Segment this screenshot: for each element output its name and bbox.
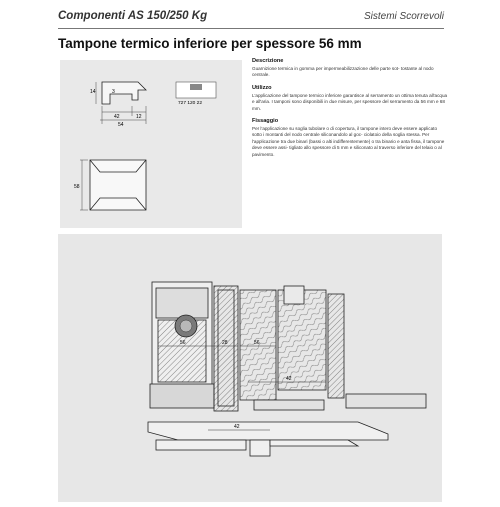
gasket-side-profile <box>102 82 146 104</box>
section-drawing <box>58 234 442 502</box>
dim-d6: 58 <box>74 184 80 190</box>
dim-d: 42 <box>286 376 292 382</box>
section-body: L'applicazione del tampone termico inferiore garantisce al serramento un ottima tenuta all'acqua e all'aria. I tamponi sono disponibili in due misure, per spessore del serramento da 56 mm e 68 mm. <box>252 92 448 111</box>
code-label: 727 120 22 <box>178 101 203 106</box>
header-right: Sistemi Scorrevoli <box>363 11 444 22</box>
top-drawing-panel <box>60 60 242 228</box>
code-label-box <box>176 82 216 106</box>
dim-b: 28 <box>222 340 228 346</box>
dim-c: 56 <box>254 340 260 346</box>
profile-drawing <box>60 60 242 228</box>
section-drawing-panel <box>58 234 442 502</box>
dim-d5: 54 <box>118 122 124 128</box>
dim-d1: 14 <box>90 89 96 95</box>
description-column <box>252 58 448 164</box>
section-body: Guarnizione termica in gomma per impermeabilizzazione delle parte sot- tostante al nodo centrale. <box>252 66 434 78</box>
page-header <box>58 6 444 29</box>
page-title: Tampone termico inferiore per spessore 56 mm <box>58 36 362 51</box>
section-heading: Fissaggio <box>252 118 279 125</box>
section-fissaggio <box>252 118 448 158</box>
dim-d4: 12 <box>136 114 142 120</box>
dim-e: 42 <box>234 424 240 430</box>
dim-d3: 42 <box>114 114 120 120</box>
middle-gasket <box>214 286 238 411</box>
bottom-threshold <box>148 422 388 456</box>
header-left: Componenti AS 150/250 Kg <box>58 10 208 22</box>
dim-a: 56 <box>180 340 186 346</box>
section-heading: Utilizzo <box>252 84 272 91</box>
section-utilizzo <box>252 85 448 112</box>
wooden-sash <box>240 286 326 400</box>
dim-d2: 3 <box>112 89 115 95</box>
section-heading: Descrizione <box>252 58 284 64</box>
section-body: Per l'applicazione su soglia tubolare o di copertura, il tampone intero deve essere applicato sotto i montanti del nodo centrale siliconandolo al goc- ciolatoio della soglia stessa. Per l'applicazione tra due binari (bassi o alti indifferentemente) o tra binario e anta fissa, il tampone deve essere assi- tigliato allo spessore di 5 mm e siliconato al traverso inferiore del telaio o al pavimento. <box>252 126 445 157</box>
gasket-front-view <box>90 160 146 210</box>
section-descrizione <box>252 58 448 79</box>
